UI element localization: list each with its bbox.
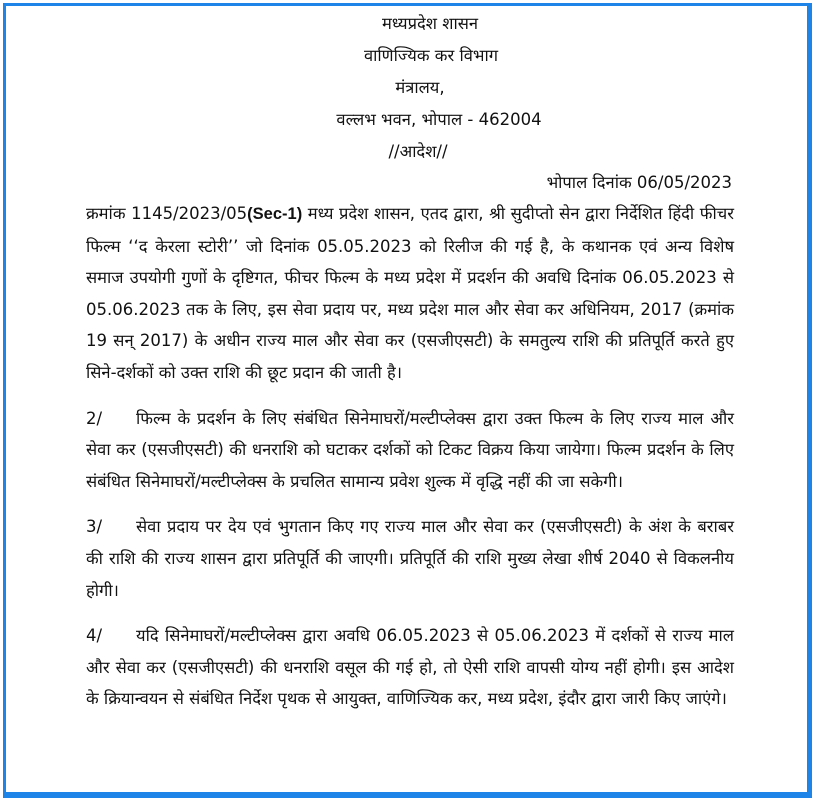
paragraph-2-text: फिल्म के प्रदर्शन के लिए संबंधित सिनेमाघरों/मल्टीप्लेक्स द्वारा उक्त फिल्म के लिए राज्य माल और सेवा कर (एसजीएसटी) की धनराशि को घटाकर दर्शकों को टिकट विक्रय किया जायेगा। फिल्म प्रदर्शन के लिए संबंधित सिनेमाघरों/मल्टीप्लेक्स के प्रचलित सामान्य प्रवेश शुल्क में वृद्धि नहीं की जा सकेगी।: [86, 408, 734, 491]
paragraph-2-number: 2/: [86, 408, 103, 428]
header-department: वाणिज्यिक कर विभाग: [363, 46, 499, 65]
header-government: मध्यप्रदेश शासन: [381, 14, 479, 33]
order-date: भोपाल दिनांक 06/05/2023: [546, 173, 732, 192]
paragraph-4-number: 4/: [86, 626, 103, 646]
paragraph-4-text: यदि सिनेमाघरों/मल्टीप्लेक्स द्वारा अवधि 06.05.2023 से 05.06.2023 में दर्शकों से राज्य माल और सेवा कर (एसजीएसटी) की धनराशि वसूल की गई हो, तो ऐसी राशि वापसी योग्य नहीं होगी। इस आदेश के क्रियान्वयन से संबंधित निर्देश पृथक से आयुक्त, वाणिज्यिक कर, मध्य प्रदेश, इंदौर द्वारा जारी किए जाएंगे।: [86, 626, 734, 709]
section-code: (Sec-1): [247, 205, 303, 223]
order-number: क्रमांक 1145/2023/05: [86, 204, 248, 223]
header-address: वल्लभ भवन, भोपाल - 462004: [336, 110, 542, 129]
paragraph-1: [86, 198, 734, 389]
paragraph-3-number: 3/: [86, 517, 103, 537]
header-ministry: मंत्रालय,: [395, 78, 445, 97]
paragraph-3-text: सेवा प्रदाय पर देय एवं भुगतान किए गए राज्य माल और सेवा कर (एसजीएसटी) के अंश के बराबर की राशि की राज्य शासन द्वारा प्रतिपूर्ति की जाएगी। प्रतिपूर्ति की राशि मुख्य लेखा शीर्ष 2040 से विकलनीय होगी।: [86, 517, 734, 600]
header-order-title: //आदेश//: [388, 142, 448, 161]
paragraph-3: [86, 511, 734, 606]
paragraph-1-text: मध्य प्रदेश शासन, एतद द्वारा, श्री सुदीप्तो सेन द्वारा निर्देशित हिंदी फीचर फिल्म ‘‘द केरला स्टोरी’’ जो दिनांक 05.05.2023 को रिलीज की गई है, के कथानक एवं अन्य विशेष समाज उपयोगी गुणों के दृष्टिगत, फीचर फिल्म के मध्य प्रदेश में प्रदर्शन की अवधि दिनांक 06.05.2023 से 05.06.2023 तक के लिए, इस सेवा प्रदाय पर, मध्य प्रदेश माल और सेवा कर अधिनियम, 2017 (क्रमांक 19 सन् 2017) के अधीन राज्य माल और सेवा कर (एसजीएसटी) के समतुल्य राशि की प्रतिपूर्ति करते हुए सिने-दर्शकों को उक्त राशि की छूट प्रदान की जाती है।: [86, 204, 734, 382]
paragraph-4: [86, 620, 734, 715]
order-document: [86, 8, 734, 715]
paragraph-2: [86, 403, 734, 498]
